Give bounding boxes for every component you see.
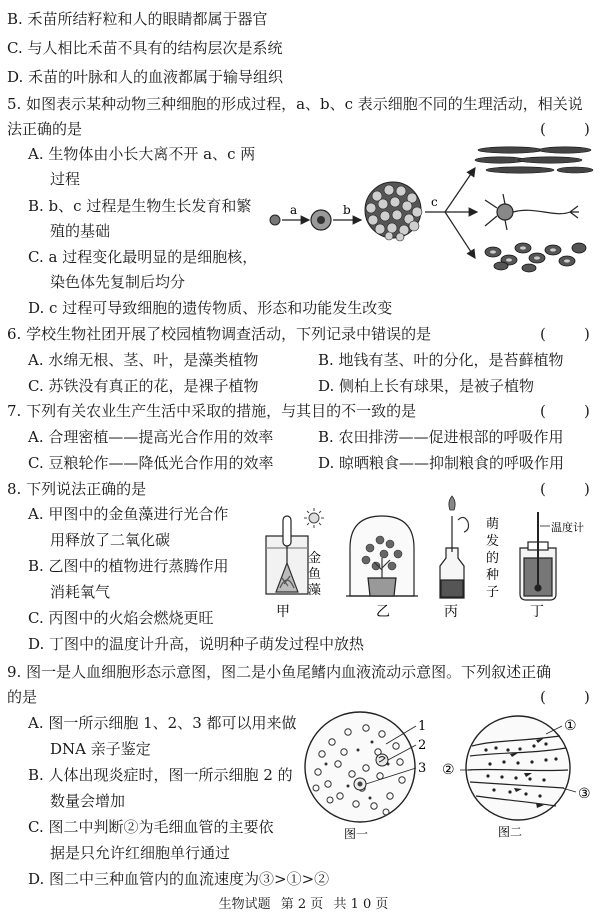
bing-jar-candle [440,496,469,598]
fig-label-yi: 乙 [376,604,390,620]
fig2-label-3: ③ [578,786,591,802]
thermometer-label: 温度计 [551,521,584,534]
seeds-char-3: 的 [486,551,500,566]
footer-page: 第 2 页 [280,897,324,912]
seeds-char-2: 发 [486,534,500,549]
q9-option-d: D. 图二中三种血管内的血流速度为③>①>② [28,870,330,888]
blood-figures [300,712,602,842]
q9-option-a: A. 图一所示细胞 1、2、3 都可以用来做 [28,714,297,732]
q7-answer-paren: ( ) [540,402,590,420]
q5-option-a: A. 生物体由小长大离不开 a、c 两 [28,145,256,163]
seeds-char-4: 种 [486,568,500,583]
q8-option-b-cont: 消耗氧气 [50,583,111,601]
q7-stem: 7. 下列有关农业生产生活中采取的措施，与其目的不一致的是 [7,402,417,420]
q7-option-b: B. 农田排涝——促进根部的呼吸作用 [318,428,564,446]
cell-differentiation-figure [265,140,595,280]
q6-option-d: D. 侧柏上长有球果，是被子植物 [318,377,535,395]
label-c: c [431,195,438,209]
experiment-figures [258,508,603,626]
goldfish-weed-char-3: 藻 [308,583,322,598]
q7-option-a: A. 合理密植——提高光合作用的效率 [28,428,274,446]
fig1-caption: 图一 [344,827,369,841]
q5-option-c-cont: 染色体先复制后均分 [50,273,186,291]
prev-option-d: D. 禾苗的叶脉和人的血液都属于输导组织 [7,68,284,86]
q9-option-b-cont: 数量会增加 [50,792,126,810]
nerve-cell-icon [485,194,579,230]
q5-option-a-cont: 过程 [50,170,81,188]
single-cell-icon [270,215,280,225]
q6-stem: 6. 学校生物社团开展了校园植物调查活动，下列记录中错误的是 [7,325,432,343]
fig-label-ding: 丁 [530,604,544,620]
goldfish-weed-char-2: 鱼 [308,567,322,582]
q5-option-b-cont: 殖的基础 [50,222,111,240]
q5-stem-line2: 法正确的是 [7,120,83,138]
fig2-label-2: ② [442,762,455,778]
q5-stem-line1: 5. 如图表示某种动物三种细胞的形成过程，a、b、c 表示细胞不同的生理活动，相关说 [7,95,583,113]
q9-option-c: C. 图二中判断②为毛细血管的主要依 [28,818,274,836]
footer-total: 共 1 0 页 [333,897,389,912]
fig1-label-2: 2 [418,738,427,753]
q9-option-c-cont: 据是只允许红细胞单行通过 [50,844,231,862]
q9-stem-line1: 9. 图一是人血细胞形态示意图，图二是小鱼尾鳍内血液流动示意图。下列叙述正确 [7,663,552,681]
q6-answer-paren: ( ) [540,325,590,343]
q9-option-a-cont: DNA 亲子鉴定 [50,740,151,758]
fig-label-bing: 丙 [444,604,458,620]
q5-answer-paren: ( ) [540,120,590,138]
q8-stem: 8. 下列说法正确的是 [7,480,147,498]
q9-option-b: B. 人体出现炎症时，图一所示细胞 2 的 [28,766,293,784]
q8-option-c: C. 丙图中的火焰会燃烧更旺 [28,609,214,627]
q5-option-b: B. b、c 过程是生物生长发育和繁 [28,197,252,215]
q7-option-d: D. 晾晒粮食——抑制粮食的呼吸作用 [318,454,565,472]
fig2-label-1: ① [564,718,577,734]
q5-option-d: D. c 过程可导致细胞的遗传物质、形态和功能发生改变 [28,299,393,317]
q9-answer-paren: ( ) [540,688,590,706]
page-footer [0,893,607,912]
seeds-char-1: 萌 [486,517,500,532]
fig1-label-1: 1 [418,719,427,734]
q8-option-a-cont: 用释放了二氧化碳 [50,531,171,549]
muscle-cells-icon [475,147,593,173]
q8-option-b: B. 乙图中的植物进行蒸腾作用 [28,557,229,575]
q8-option-a: A. 甲图中的金鱼藻进行光合作 [28,505,229,523]
label-a: a [290,203,298,217]
fish-fin-flow-circle [460,716,576,820]
sun-icon [304,508,324,528]
prev-option-b: B. 禾苗所结籽粒和人的眼睛都属于器官 [7,10,268,28]
q6-option-c: C. 苏铁没有真正的花，是裸子植物 [28,377,259,395]
q7-option-c: C. 豆粮轮作——降低光合作用的效率 [28,454,274,472]
q8-option-d: D. 丁图中的温度计升高，说明种子萌发过程中放热 [28,635,365,653]
prev-option-c: C. 与人相比禾苗不具有的结构层次是系统 [7,39,283,57]
label-b: b [343,203,351,217]
fig2-caption: 图二 [498,825,523,839]
q6-option-b: B. 地钱有茎、叶的分化，是苔藓植物 [318,351,564,369]
cell-cluster-icon [365,182,422,241]
seeds-char-5: 子 [486,585,500,600]
q6-option-a: A. 水绵无根、茎、叶，是藻类植物 [28,351,259,369]
q8-answer-paren: ( ) [540,480,590,498]
yi-bell-jar-plant [346,516,418,596]
fig-label-jia: 甲 [276,604,290,620]
fig1-label-3: 3 [418,761,427,776]
blood-smear-circle [305,712,416,822]
jia-beaker-setup [266,516,308,594]
q5-option-c: C. a 过程变化最明显的是细胞核， [28,248,258,266]
q9-stem-line2: 的是 [7,688,38,706]
goldfish-weed-char-1: 金 [308,551,322,566]
footer-subject: 生物试题 [218,897,271,912]
